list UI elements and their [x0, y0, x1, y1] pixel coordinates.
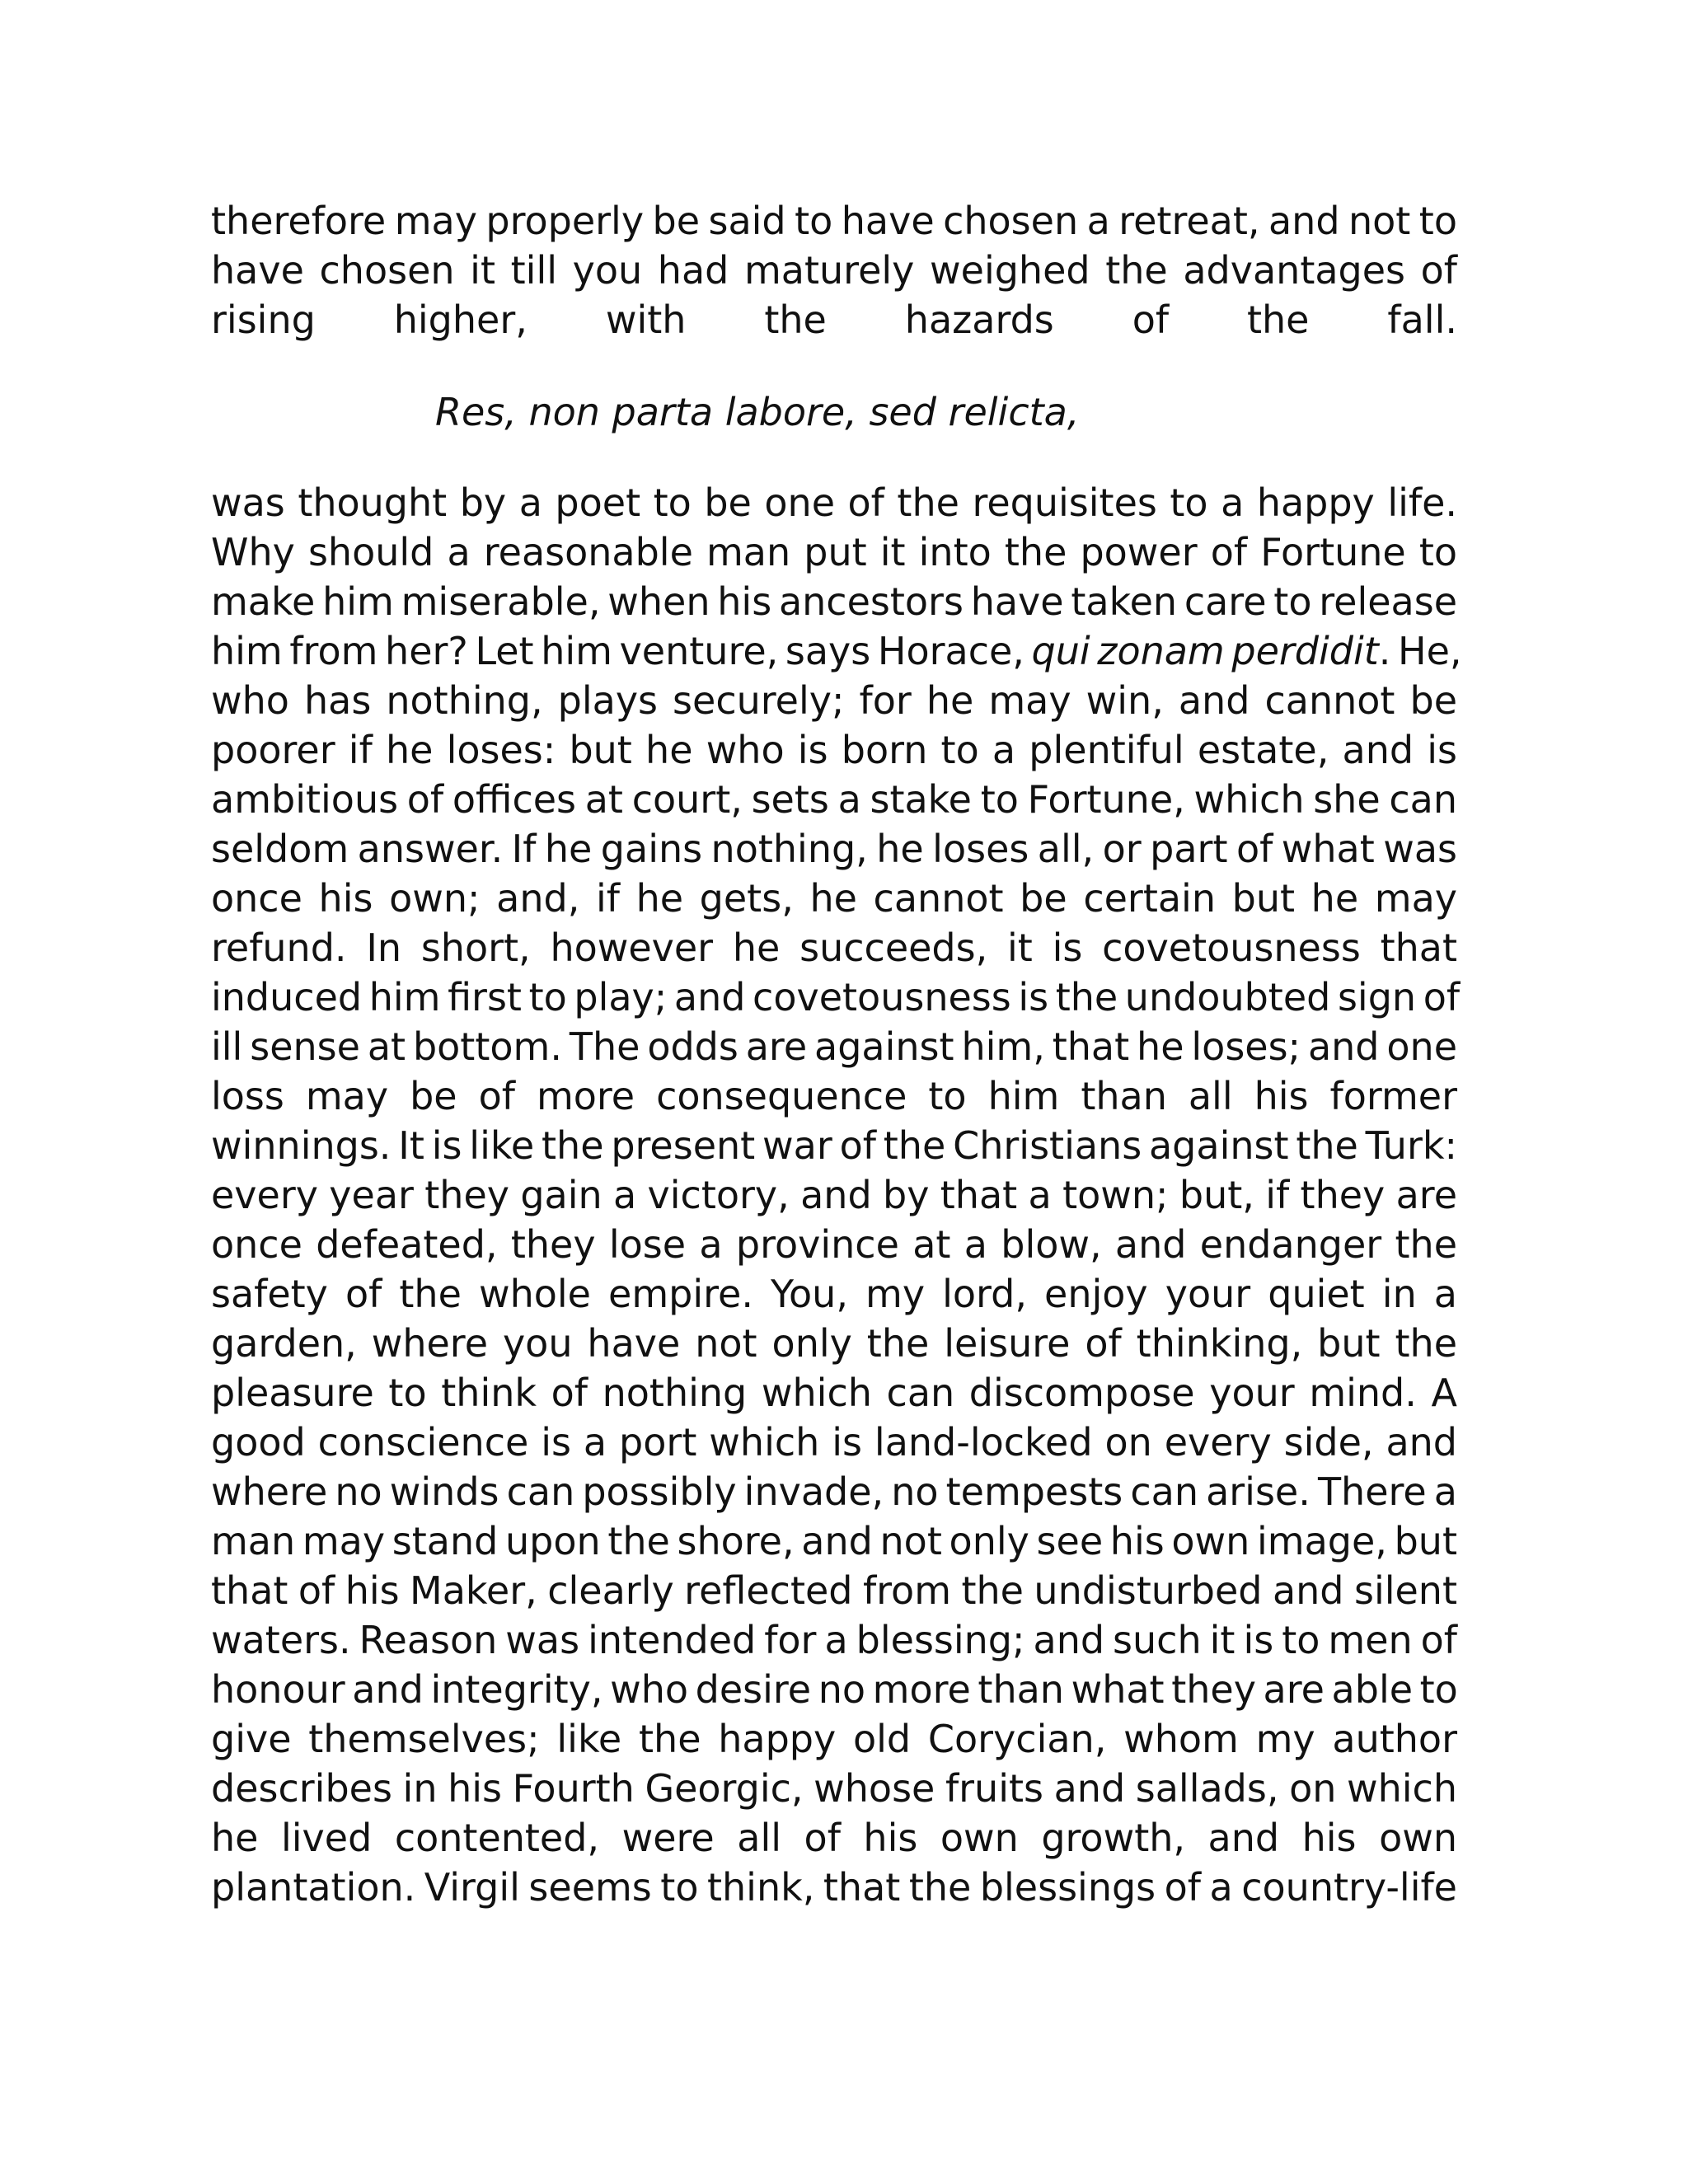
text-line: ambitious of offices at court, sets a stake to Fortune, which she can — [211, 777, 1457, 822]
text-line: once his own; and, if he gets, he cannot be certain but he may — [211, 876, 1457, 921]
text-line: once defeated, they lose a province at a blow, and endanger the — [211, 1222, 1457, 1267]
text-line: good conscience is a port which is land-locked on every side, and — [211, 1420, 1457, 1465]
text-line: ill sense at bottom. The odds are against him, that he loses; and one — [211, 1024, 1457, 1069]
text-line: make him miserable, when his ancestors have taken care to release — [211, 579, 1457, 624]
latin-quotation: Res, non parta labore, sed relicta, — [435, 390, 1080, 434]
text-line: refund. In short, however he succeeds, it is covetousness that — [211, 926, 1457, 970]
text-line: describes in his Fourth Georgic, whose fruits and sallads, on which — [211, 1766, 1457, 1811]
text-line: man may stand upon the shore, and not only see his own image, but — [211, 1519, 1457, 1563]
text-line: seldom answer. If he gains nothing, he loses all, or part of what was — [211, 827, 1457, 871]
text-line-with-italic — [211, 626, 1462, 676]
text-line: pleasure to think of nothing which can discompose your mind. A — [211, 1371, 1457, 1415]
text-line: induced him first to play; and covetousness is the undoubted sign of — [211, 975, 1461, 1019]
text-line: that of his Maker, clearly reflected from the undisturbed and silent — [211, 1568, 1457, 1613]
text-line: therefore may properly be said to have chosen a retreat, and not to — [211, 199, 1457, 243]
text-segment: . He, — [1378, 629, 1462, 673]
text-line: give themselves; like the happy old Corycian, whom my author — [211, 1717, 1457, 1761]
text-line: he lived contented, were all of his own growth, and his own — [211, 1816, 1457, 1860]
text-line: Why should a reasonable man put it into the power of Fortune to — [211, 530, 1457, 574]
text-line: safety of the whole empire. You, my lord, enjoy your quiet in a — [211, 1272, 1457, 1316]
text-line: waters. Reason was intended for a blessing; and such it is to men of — [211, 1618, 1457, 1662]
paragraph-1 — [211, 196, 1457, 344]
text-line: rising higher, with the hazards of the fall. — [211, 298, 1457, 342]
text-line: was thought by a poet to be one of the requisites to a happy life. — [211, 480, 1457, 525]
text-line: who has nothing, plays securely; for he may win, and cannot be — [211, 678, 1457, 723]
text-segment: him from her? Let him venture, says Horace, — [211, 629, 1025, 673]
text-line: garden, where you have not only the leisure of thinking, but the — [211, 1321, 1457, 1366]
text-line: have chosen it till you had maturely weighed the advantages of — [211, 248, 1457, 293]
text-line: every year they gain a victory, and by that a town; but, if they are — [211, 1173, 1457, 1217]
text-line: winnings. It is like the present war of the Christians against the Turk: — [211, 1123, 1457, 1168]
italic-phrase: qui zonam perdidit — [1031, 629, 1379, 673]
text-line: honour and integrity, who desire no more than what they are able to — [211, 1667, 1458, 1712]
paragraph-2 — [211, 478, 1462, 1912]
text-line: where no winds can possibly invade, no tempests can arise. There a — [211, 1469, 1457, 1514]
text-line: loss may be of more consequence to him than all his former — [211, 1074, 1457, 1118]
text-line: plantation. Virgil seems to think, that the blessings of a country-life — [211, 1865, 1457, 1910]
text-line: poorer if he loses: but he who is born to a plentiful estate, and is — [211, 728, 1457, 772]
